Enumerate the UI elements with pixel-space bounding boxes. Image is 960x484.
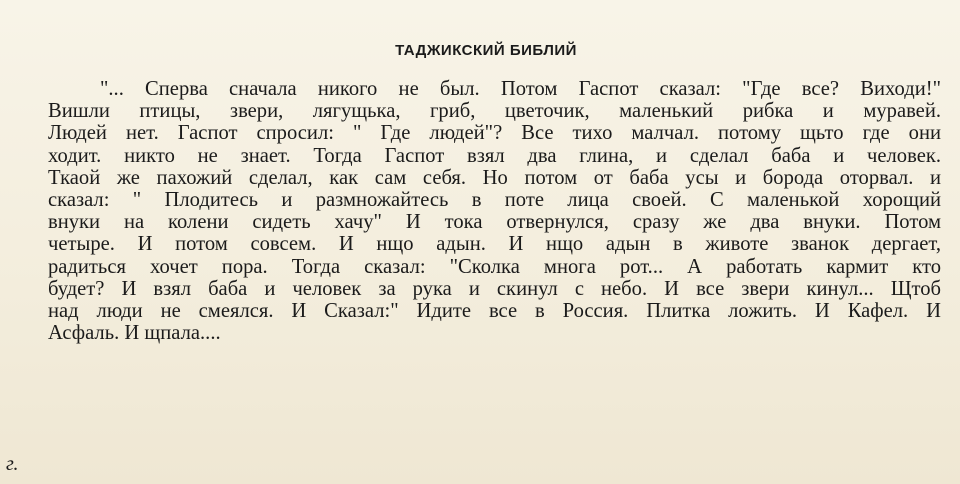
text-line: сказал: " Плодитесь и размножайтесь в поте лица своей. С маленькой хорощий — [48, 189, 941, 212]
text-line: Асфаль. И щпала.... — [48, 322, 221, 345]
text-line: Людей нет. Гаспот спросил: " Где людей"? Все тихо малчал. потому щьто где они — [48, 122, 941, 145]
text-line: Ткаой же пахожий сделал, как сам себя. Но потом от баба усы и борода оторвал. и — [48, 166, 941, 189]
text-line: будет? И взял баба и человек за рука и скинул с небо. И все звери кинул... Щтоб — [48, 277, 941, 300]
document-body — [48, 78, 941, 344]
text-line: Вишли птицы, звери, лягущька, гриб, цветочик, маленький рибка и муравей. — [48, 100, 941, 123]
text-line: ходит. никто не знает. Тогда Гаспот взял два глина, и сделал баба и человек. — [48, 144, 941, 167]
text-line: "... Сперва сначала никого не был. Потом Гаспот сказал: "Где все? Виходи!" — [100, 78, 941, 100]
text-line: радиться хочет пора. Тогда сказал: "Сколка многа рот... А работать кармит кто — [48, 255, 941, 278]
corner-mark: г. — [6, 453, 19, 475]
text-line: внуки на колени сидеть хачу" И тока отвернулся, сразу же два внуки. Потом — [48, 211, 941, 234]
text-line: четыре. И потом совсем. И нщо адын. И нщо адын в животе званок дергает, — [48, 233, 941, 256]
document-title: ТАДЖИКСКИЙ БИБЛИЙ — [395, 42, 577, 59]
text-line: над люди не смеялся. И Сказал:" Идите все в Россия. Плитка ложить. И Кафел. И — [48, 300, 941, 323]
